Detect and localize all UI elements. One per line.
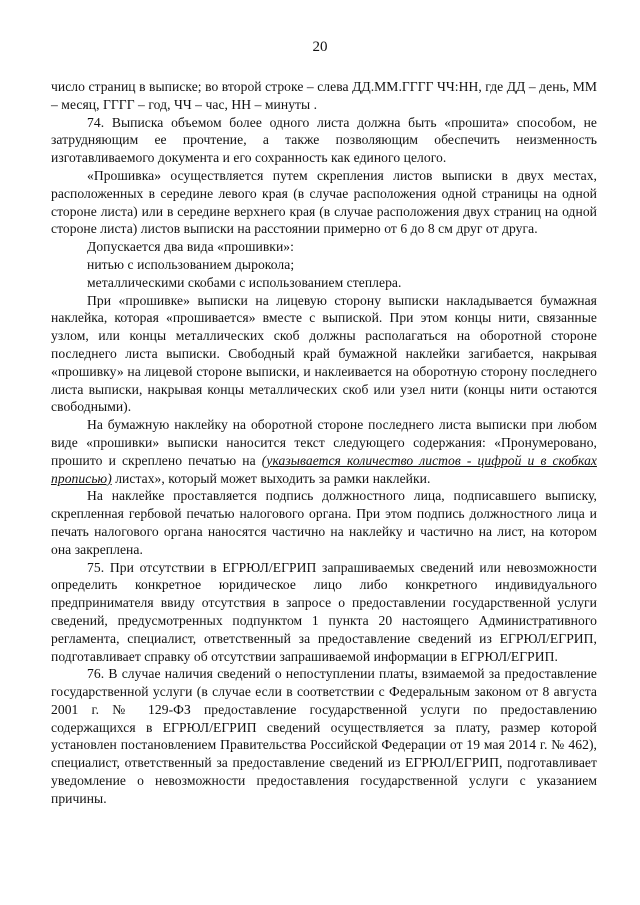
sticker-text-emphasis: (указывается количество листов - цифрой и в скобках прописью) xyxy=(51,452,597,486)
paragraph-type-thread: нитью с использованием дырокола; xyxy=(87,256,295,272)
sticker-text-after: листах», который может выходить за рамки наклейки. xyxy=(111,470,431,486)
paragraph-type-staples: металлическими скобами с использованием степлера. xyxy=(87,274,402,290)
paragraph-item-74: 74. Выписка объемом более одного листа должна быть «прошита» способом, не затрудняющим ее прочтение, а также позволяющим обеспечить неизменность изготавливаемого документа и его сохранность как единого целого. xyxy=(51,114,597,166)
paragraph-sticker: При «прошивке» выписки на лицевую сторону выписки накладывается бумажная наклейка, которая «прошивается» вместе с выпиской. При этом концы нити, связанные узлом, или концы металлических скоб должны располагаться на оборотной стороне последнего листа выписки. Свободный край бумажной наклейки загибается, накрывая «прошивку» на лицевой стороне выписки, и наклеивается на оборотную сторону последнего листа выписки, накрывая концы металлических скоб или узел нити (концы нити остаются свободными). xyxy=(51,292,597,415)
paragraph-proshivka-definition: «Прошивка» осуществляется путем скрепления листов выписки в двух местах, расположенных в середине левого края (в случае расположения одной страницы на одной стороне листа) или в середине верхнего края (в случае расположения двух страниц на одной стороне листа) листов выписки на расстоянии примерно от 6 до 8 см друг от друга. xyxy=(51,167,597,237)
sticker-text-before: На бумажную наклейку на оборотной стороне последнего листа выписки при любом виде «прошивки» выписки наносится текст следующего содержания: «Пронумеровано, прошито и скреплено печатью на xyxy=(51,417,597,468)
paragraph-continuation: число страниц в выписке; во второй строке – слева ДД.ММ.ГГГГ ЧЧ:НН, где ДД – день, ММ – месяц, ГГГГ – год, ЧЧ – час, НН – минуты . xyxy=(51,79,597,112)
paragraph-two-types: Допускается два вида «прошивки»: xyxy=(87,239,294,255)
paragraph-item-75: 75. При отсутствии в ЕГРЮЛ/ЕГРИП запрашиваемых сведений или невозможности определить конкретное юридическое лицо либо конкретного индивидуального предпринимателя ввиду отсутствия в запросе о предоставлении государственной услуги сведений, предусмотренных подпунктом 1 пункта 20 настоящего Административного регламента, специалист, ответственный за предоставление сведений из ЕГРЮЛ/ЕГРИП, подготавливает справку об отсутствии запрашиваемой информации в ЕГРЮЛ/ЕГРИП. xyxy=(51,559,597,664)
page-number: 20 xyxy=(312,39,328,55)
paragraph-item-76: 76. В случае наличия сведений о непоступлении платы, взимаемой за предоставление государственной услуги (в случае если в соответствии с Федеральным законом от 8 августа 2001 г. № 129-ФЗ предоставление государственной услуги по предоставлению содержащихся в ЕГРЮЛ/ЕГРИП сведений осуществляется за плату, размер которой установлен постановлением Правительства Российской Федерации от 19 мая 2014 г. № 462), специалист, ответственный за предоставление сведений из ЕГРЮЛ/ЕГРИП, подготавливает уведомление о невозможности предоставления государственной услуги с указанием причины. xyxy=(51,666,597,806)
document-body xyxy=(51,78,597,808)
paragraph-signature: На наклейке проставляется подпись должностного лица, подписавшего выписку, скрепленная гербовой печатью налогового органа. При этом подпись должностного лица и печать налогового органа наносятся частично на наклейку и частично на лист, на котором она закреплена. xyxy=(51,488,597,557)
paragraph-sticker-text xyxy=(51,416,597,487)
